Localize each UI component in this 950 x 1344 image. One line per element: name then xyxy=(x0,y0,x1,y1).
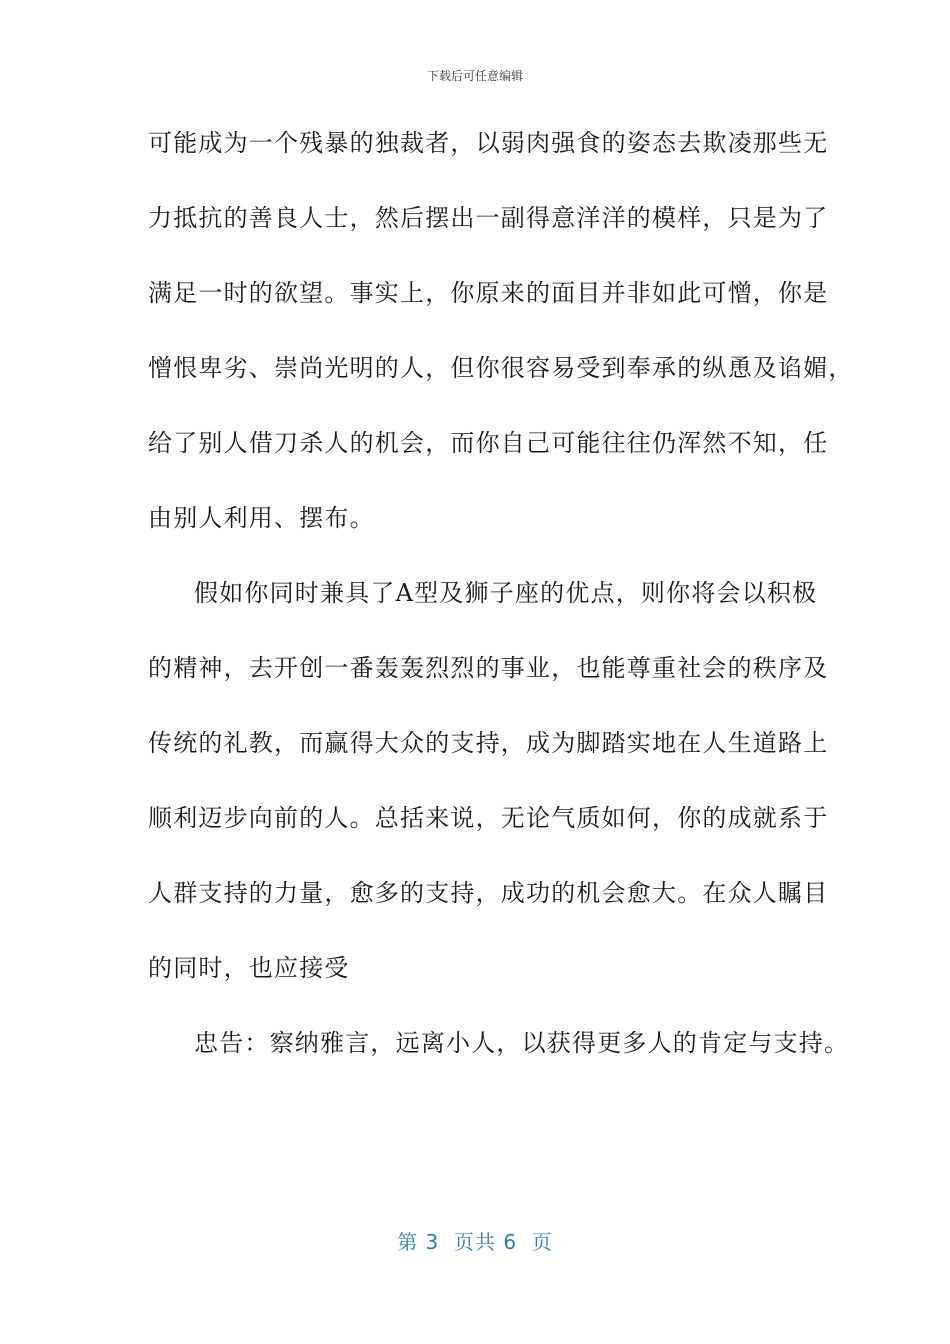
page-number-text: 第 3 页共 6 页 xyxy=(397,1230,553,1254)
paragraph-1-line-2: 力抵抗的善良人士，然后摆出一副得意洋洋的模样，只是为了 xyxy=(148,204,829,232)
paragraph-3-line-1: 忠告：察纳雅言，远离小人，以获得更多人的肯定与支持。 xyxy=(194,1029,850,1057)
paragraph-2-line-4: 顺利迈步向前的人。总括来说，无论气质如何，你的成就系于 xyxy=(148,804,829,832)
paragraph-2-line-6: 的同时，也应接受 xyxy=(148,954,350,982)
page-header: 下载后可任意编辑 xyxy=(426,69,523,83)
paragraph-1-line-5: 给了别人借刀杀人的机会，而你自己可能往往仍浑然不知，任 xyxy=(148,429,829,457)
paragraph-1-line-6: 由别人利用、摆布。 xyxy=(148,504,375,532)
paragraph-2-line-3: 传统的礼教，而赢得大众的支持，成为脚踏实地在人生道路上 xyxy=(148,729,829,757)
paragraph-2-line-2: 的精神，去开创一番轰轰烈烈的事业，也能尊重社会的秩序及 xyxy=(148,654,829,682)
page-number-footer xyxy=(0,1226,950,1255)
paragraph-1-line-3: 满足一时的欲望。事实上，你原来的面目并非如此可憎，你是 xyxy=(148,279,829,307)
paragraph-2-line-5: 人群支持的力量，愈多的支持，成功的机会愈大。在众人瞩目 xyxy=(148,879,829,907)
paragraph-2-line-1: 假如你同时兼具了A型及狮子座的优点，则你将会以积极 xyxy=(194,579,818,607)
paragraph-1-line-4: 憎恨卑劣、崇尚光明的人，但你很容易受到奉承的纵恿及谄媚， xyxy=(148,354,854,382)
paragraph-1-line-1: 可能成为一个残暴的独裁者，以弱肉强食的姿态去欺凌那些无 xyxy=(148,129,829,157)
